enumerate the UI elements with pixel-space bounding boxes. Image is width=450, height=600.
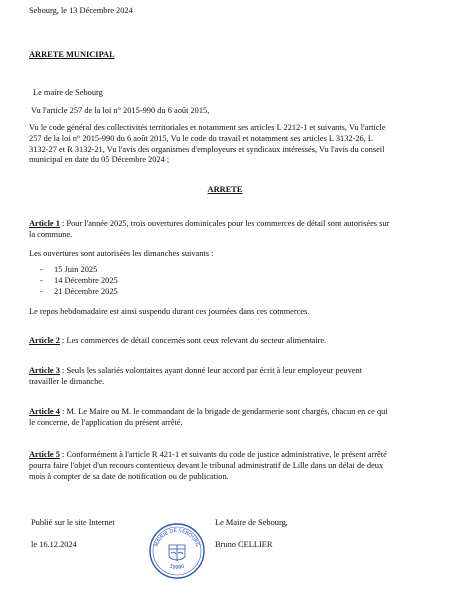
article-5-text-cont: pourra faire l'objet d'un recours contentieux devant le tribunal administratif de Lille dans un délai de deux — [29, 460, 384, 470]
sundays-intro: Les ouvertures sont autorisées les dimanches suivants : — [29, 249, 214, 258]
article-2-text: : Les commerces de détail concernés sont ceux relevant du secteur alimentaire. — [59, 336, 327, 345]
article-3-text: : Seuls les salariés volontaires ayant donné leur accord par écrit à leur employeur peuvent — [59, 366, 363, 375]
date-line: Sebourg, le 13 Décembre 2024 — [29, 6, 133, 15]
published-line: Publié sur le site Internet — [31, 518, 115, 527]
vu-paragraph — [29, 123, 439, 166]
vu-line: 3132-27 et R 3132-21, Vu l'avis des organismes d'employeurs et syndicaux intéressés, Vu l'avis du conseil — [29, 144, 385, 154]
article-2-label: Article 2 — [29, 336, 60, 345]
article-3-label: Article 3 — [29, 366, 60, 375]
published-date: le 16.12.2024 — [31, 540, 77, 549]
list-item: - 15 Juin 2025 — [40, 265, 98, 274]
seal-stamp-icon — [148, 522, 206, 580]
sunday-dates-list — [40, 265, 118, 299]
article-1-text: : Pour l'année 2025, trois ouvertures dominicales pour les commerces de détail sont autorisées sur — [59, 219, 390, 228]
seal-text-bottom: 59990 — [168, 563, 186, 571]
article-5 — [29, 450, 444, 482]
arrete-heading: ARRETE — [207, 185, 243, 194]
article-5-text-cont: mois à compter de sa date de notification ou de publication. — [29, 471, 229, 481]
vu-line: 257 de la loi n° 2015-990 du 6 août 2015, Vu le code du travail et notamment ses articles L 3132-26, L — [29, 133, 374, 143]
signer-title: Le Maire de Sebourg, — [215, 518, 288, 527]
vu-line: Vu le code général des collectivités territoriales et notamment ses articles L 2212-1 et suivants, Vu l'article — [29, 123, 386, 132]
mayor-line: Le maire de Sebourg — [33, 88, 103, 97]
list-item: - 14 Décembre 2025 — [40, 276, 118, 286]
vu-line: municipal en date du 05 Décembre 2024 ; — [29, 155, 170, 165]
article-1 — [29, 219, 444, 241]
article-5-label: Article 5 — [29, 450, 60, 459]
article-2 — [29, 336, 444, 347]
municipal-seal — [148, 522, 206, 580]
article-4-text-cont: le concerne, de l'application du présent arrêté. — [29, 417, 183, 427]
article-3 — [29, 366, 444, 388]
article-1-text-cont: la commune. — [29, 229, 73, 239]
article-3-text-cont: travailler le dimanche. — [29, 376, 105, 386]
article-4-text: : M. Le Maire ou M. le commandant de la brigade de gendarmerie sont chargés, chacun en ce qui — [59, 407, 388, 416]
seal-text-top: MAIRIE DE SEBOURG — [153, 527, 201, 548]
document-title: ARRETE MUNICIPAL — [29, 50, 115, 59]
vu-article-257: Vu l'article 257 de la loi n° 2015-990 du 6 août 2015, — [31, 106, 210, 115]
article-1-label: Article 1 — [29, 219, 60, 228]
article-5-text: : Conformément à l'article R 421-1 et suivants du code de justice administrative, le présent arrêté — [59, 450, 387, 459]
signer-name: Bruno CELLIER — [215, 540, 273, 549]
list-item: - 21 Décembre 2025 — [40, 287, 118, 297]
rest-note: Le repos hebdomadaire est ainsi suspendu durant ces journées dans ces commerces. — [29, 307, 310, 316]
article-4 — [29, 407, 444, 429]
article-4-label: Article 4 — [29, 407, 60, 416]
